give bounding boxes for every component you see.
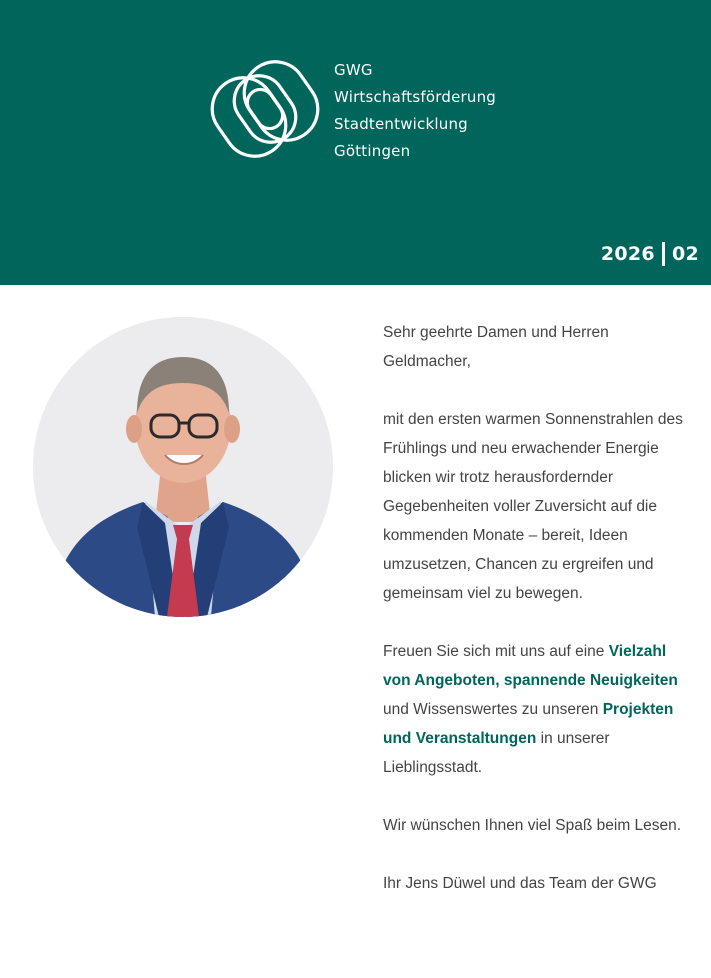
organization-name bbox=[334, 57, 496, 165]
portrait-photo bbox=[33, 317, 333, 617]
issue-number: 02 bbox=[671, 243, 699, 265]
org-line-stadtentwicklung: Stadtentwicklung bbox=[334, 115, 468, 133]
letter-signoff: Ihr Jens Düwel und das Team der GWG bbox=[383, 875, 657, 892]
issue-divider bbox=[662, 242, 665, 266]
highlight-offers: Vielzahl von Angeboten, spannende Neuigkeiten bbox=[383, 643, 678, 689]
org-line-goettingen: Göttingen bbox=[334, 142, 411, 160]
offers-middle-text: und Wissenswertes zu unseren bbox=[383, 701, 599, 718]
org-line-wirtschaftsfoerderung: Wirtschaftsförderung bbox=[334, 88, 497, 106]
issue-year: 2026 bbox=[600, 243, 655, 265]
offers-end-text: in unserer Lieblingsstadt. bbox=[383, 730, 610, 776]
letter-paragraph-intro: mit den ersten warmen Sonnenstrahlen des Frühlings und neu erwachender Energie blicken wir trotz herausfordernder Gegebenheiten voller Zuversicht auf die kommenden Monate – bereit, Ideen umzusetzen, Chancen zu ergreifen und gemeinsam viel zu bewegen. bbox=[383, 411, 683, 602]
person-photo-icon bbox=[33, 317, 333, 617]
issue-label bbox=[601, 242, 699, 266]
offers-intro-text: Freuen Sie sich mit uns auf eine bbox=[383, 643, 605, 660]
interlocking-rings-logo-icon bbox=[210, 54, 320, 164]
salutation: Sehr geehrte Damen und Herren Geldmacher, bbox=[383, 324, 609, 370]
highlight-projects: Projekten und Veranstaltungen bbox=[383, 701, 674, 747]
letter-paragraph-offers bbox=[383, 637, 683, 782]
letter-paragraph-wishes: Wir wünschen Ihnen viel Spaß beim Lesen. bbox=[383, 817, 682, 834]
welcome-letter bbox=[383, 318, 683, 927]
org-line-gwg: GWG bbox=[334, 61, 373, 79]
header-banner bbox=[0, 0, 711, 285]
